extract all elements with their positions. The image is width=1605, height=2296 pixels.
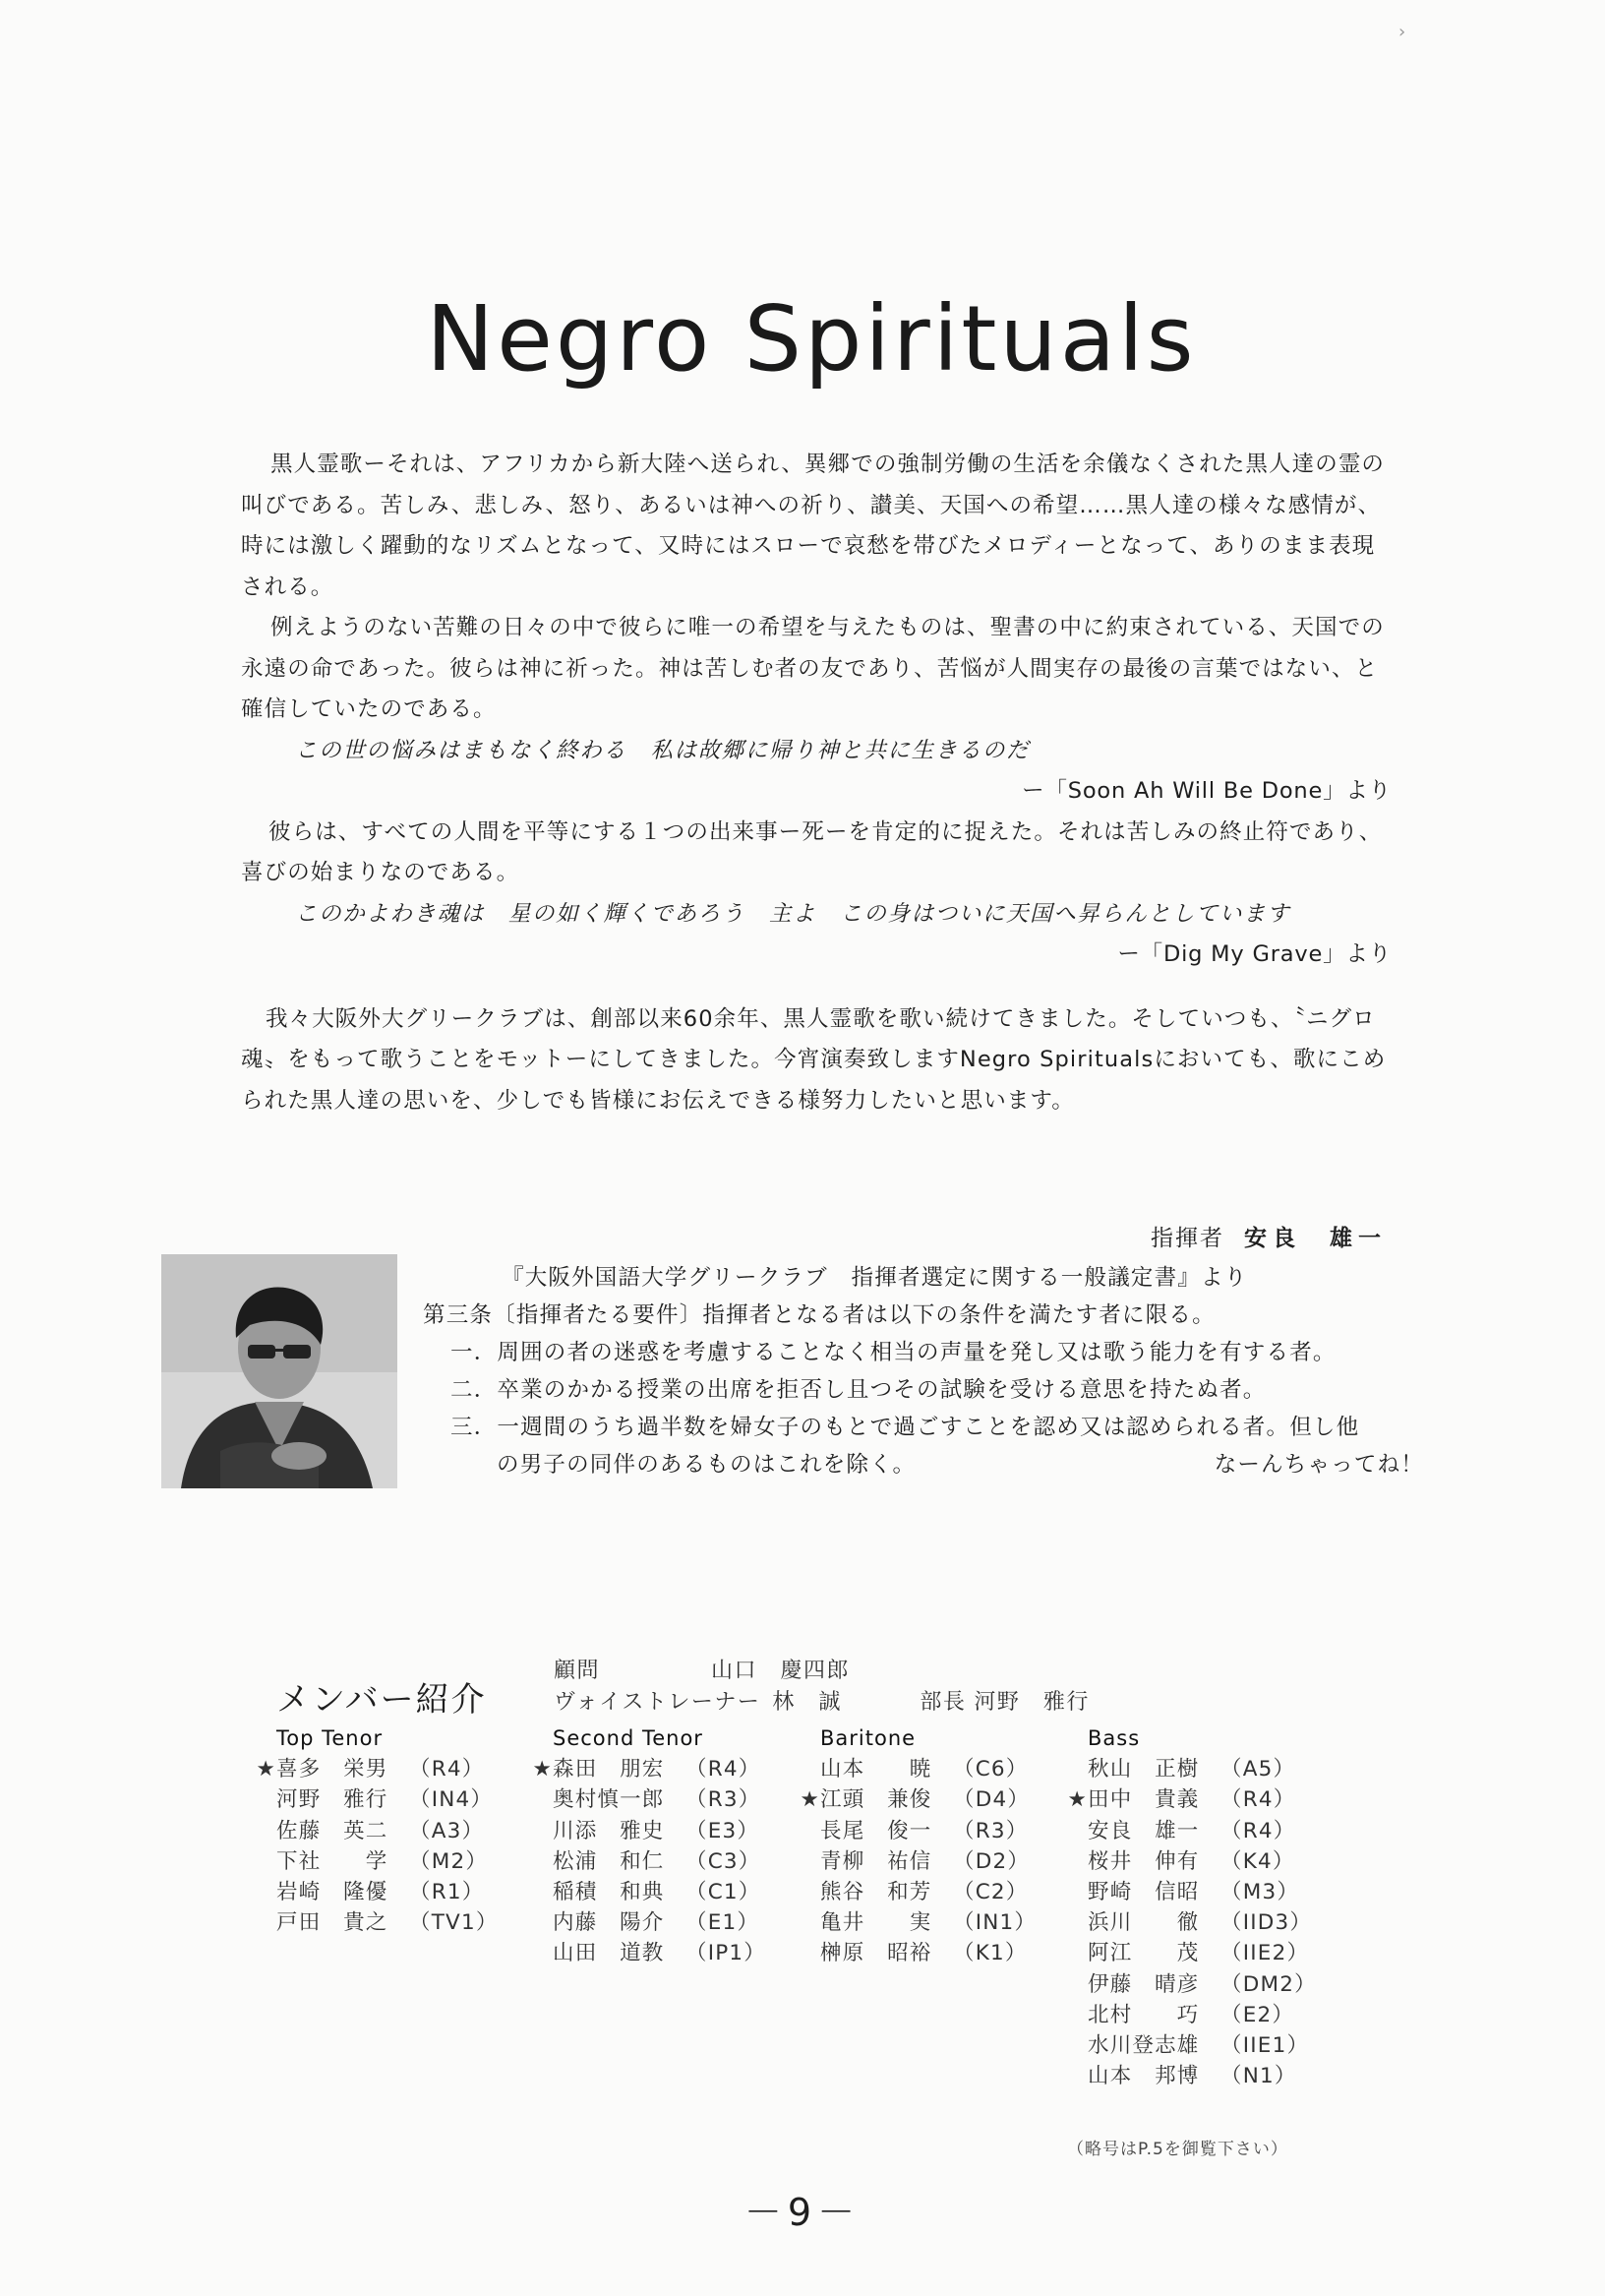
member-row	[276, 1877, 499, 1907]
part-second-tenor	[532, 1723, 766, 1969]
member-row	[1088, 2030, 1317, 2061]
member-code: （D2）	[953, 1848, 1031, 1874]
advisor-label: 顧問	[554, 1659, 601, 1683]
member-row	[1088, 1846, 1317, 1877]
member-code: （A5）	[1220, 1757, 1296, 1782]
member-name: 山本 邦博	[1088, 2064, 1200, 2089]
member-name: 佐藤 英二	[276, 1818, 388, 1843]
intro-paragraph-3: 彼らは、すべての人間を平等にする１つの出来事ー死ーを肯定的に捉えた。それは苦しみの終止符であり、喜びの始まりなのである。	[241, 818, 1383, 885]
quote-1: この世の悩みはまもなく終わる 私は故郷に帰り神と共に生きるのだ	[295, 737, 1031, 763]
page-number: －9－	[743, 2191, 862, 2234]
member-name: 下社 学	[276, 1848, 388, 1874]
member-code: （DM2）	[1220, 1971, 1317, 1997]
page-title: Negro Spirituals	[426, 286, 1197, 392]
member-code: （E2）	[1220, 2002, 1295, 2027]
intro-text	[241, 445, 1392, 1121]
member-row	[276, 1907, 499, 1938]
conductor-label: 指揮者	[1151, 1226, 1224, 1251]
member-name: 野崎 信昭	[1088, 1880, 1200, 1905]
member-code: （M3）	[1220, 1880, 1300, 1905]
member-row	[1067, 1784, 1317, 1815]
intro-paragraph-4: 我々大阪外大グリークラブは、創部以来60余年、黒人霊歌を歌い続けてきました。そしていつも、〝ニグロ魂〟をもって歌うことをモットーにしてきました。今宵演奏致しますNegro Spiritualsにおいても、歌にこめられた黒人達の思いを、少しでも皆様にお伝えできる様努力したいと思います。	[241, 1005, 1387, 1114]
member-code: （R4）	[1220, 1787, 1296, 1813]
member-code: （M2）	[409, 1848, 489, 1874]
member-row	[1088, 1754, 1317, 1784]
member-name: 川添 雅史	[553, 1818, 665, 1843]
member-code: （IN4）	[409, 1787, 494, 1813]
rules-item-2: 二．卒業のかかる授業の出席を拒否し且つその試験を受ける意思を持たぬ者。	[450, 1377, 1267, 1403]
captain-label: 部長	[920, 1690, 967, 1715]
staff-list	[554, 1656, 1090, 1719]
member-name: 熊谷 和芳	[820, 1880, 932, 1905]
member-row	[820, 1816, 1037, 1846]
member-name: 岩崎 隆優	[276, 1880, 388, 1905]
member-row	[276, 1846, 499, 1877]
leader-star: ★	[532, 1757, 553, 1782]
part-name: Bass	[1088, 1726, 1141, 1750]
trainer-label: ヴォイストレーナー	[554, 1690, 761, 1715]
captain-name: 河野 雅行	[974, 1690, 1090, 1715]
rules-article: 第三条〔指揮者たる要件〕指揮者となる者は以下の条件を満たす者に限る。	[423, 1302, 1216, 1328]
member-row	[553, 1938, 766, 1968]
intro-paragraph-1: 黒人霊歌ーそれは、アフリカから新大陸へ送られ、異郷での強制労働の生活を余儀なくされた黒人達の霊の叫びである。苦しみ、悲しみ、怒り、あるいは神への祈り、讃美、天国への希望……黒人達の様々な感情が、時には激しく躍動的なリズムとなって、又時にはスローで哀愁を帯びたメロディーとなって、ありのまま表現される。	[241, 452, 1386, 600]
member-name: 山田 道教	[553, 1941, 665, 1966]
leader-star: ★	[800, 1787, 820, 1813]
member-row	[820, 1877, 1037, 1907]
rules-item-3: 三．一週間のうち過半数を婦女子のもとで過ごすことを認め又は認められる者。但し他	[450, 1415, 1360, 1440]
member-code: （R4）	[685, 1757, 761, 1782]
advisor-row	[554, 1656, 1090, 1687]
member-code: （C1）	[685, 1880, 761, 1905]
member-code: （IIE2）	[1220, 1941, 1310, 1966]
leader-star: ★	[1067, 1787, 1088, 1813]
member-code: （E1）	[685, 1910, 760, 1936]
trainer-name: 林 誠	[772, 1690, 842, 1715]
member-name: 江頭 兼俊	[820, 1787, 932, 1813]
member-code: （K4）	[1220, 1848, 1295, 1874]
member-code: （E3）	[685, 1818, 760, 1843]
member-row	[820, 1846, 1037, 1877]
member-row	[256, 1754, 499, 1784]
member-row	[1088, 2000, 1317, 2030]
member-row	[553, 1877, 766, 1907]
member-name: 北村 巧	[1088, 2002, 1200, 2027]
member-code: （TV1）	[409, 1910, 499, 1936]
part-name: Top Tenor	[276, 1726, 384, 1750]
rules-heading: 『大阪外国語大学グリークラブ 指揮者選定に関する一般議定書』より	[502, 1265, 1248, 1291]
member-code: （C3）	[685, 1848, 761, 1874]
rules-item-3-continued	[423, 1446, 1436, 1483]
quote-2: このかよわき魂は 星の如く輝くであろう 主よ この身はついに天国へ昇らんとしています	[295, 900, 1291, 927]
member-code: （C6）	[953, 1757, 1029, 1782]
member-row	[532, 1754, 766, 1784]
member-name: 河野 雅行	[276, 1787, 388, 1813]
member-code: （R1）	[409, 1880, 485, 1905]
member-row	[820, 1907, 1037, 1938]
member-name: 阿江 茂	[1088, 1941, 1200, 1966]
quote-2-source: ー「Dig My Grave」より	[1117, 941, 1392, 967]
member-row	[276, 1816, 499, 1846]
member-code: （N1）	[1220, 2064, 1297, 2089]
conductor-name: 安良 雄一	[1244, 1226, 1387, 1251]
member-code: （D4）	[953, 1787, 1031, 1813]
leader-star: ★	[256, 1757, 276, 1782]
member-row	[553, 1846, 766, 1877]
part-baritone	[800, 1723, 1038, 1969]
conductor-photo	[161, 1254, 397, 1488]
quote-1-source: ー「Soon Ah Will Be Done」より	[1022, 778, 1392, 804]
member-code: （IN1）	[953, 1910, 1038, 1936]
member-name: 内藤 陽介	[553, 1910, 665, 1936]
member-row	[1088, 1907, 1317, 1938]
member-name: 桜井 伸有	[1088, 1848, 1200, 1874]
member-row	[553, 1816, 766, 1846]
part-top-tenor	[256, 1723, 499, 1938]
member-name: 水川登志雄	[1088, 2033, 1200, 2059]
member-row	[276, 1784, 499, 1815]
members-heading: メンバー紹介	[276, 1680, 487, 1720]
member-code: （IP1）	[685, 1941, 766, 1966]
member-name: 田中 貴義	[1088, 1787, 1200, 1813]
member-row	[553, 1784, 766, 1815]
member-name: 森田 朋宏	[553, 1757, 665, 1782]
advisor-name: 山口 慶四郎	[711, 1659, 851, 1683]
part-bass	[1067, 1723, 1317, 2091]
member-name: 秋山 正樹	[1088, 1757, 1200, 1782]
member-row	[1088, 1938, 1317, 1968]
member-name: 稲積 和典	[553, 1880, 665, 1905]
member-name: 青柳 祐信	[820, 1848, 932, 1874]
member-row	[553, 1907, 766, 1938]
part-name: Second Tenor	[553, 1726, 703, 1750]
member-row	[1088, 1877, 1317, 1907]
member-name: 奥村慎一郎	[553, 1787, 665, 1813]
member-code: （R3）	[685, 1787, 761, 1813]
member-code: （R4）	[1220, 1818, 1296, 1843]
member-code: （IID3）	[1220, 1910, 1313, 1936]
abbreviation-note: （略号はP.5を御覧下さい）	[1067, 2140, 1288, 2159]
part-name: Baritone	[820, 1726, 917, 1750]
intro-paragraph-2: 例えようのない苦難の日々の中で彼らに唯一の希望を与えたものは、聖書の中に約束されている、天国での永遠の命であった。彼らは神に祈った。神は苦しむ者の友であり、苦悩が人間実存の最後の言葉ではない、と確信していたのである。	[241, 615, 1385, 722]
joke-text: なーんちゃってね！	[1214, 1452, 1424, 1478]
conductor-rules	[423, 1259, 1436, 1483]
member-name: 伊藤 晴彦	[1088, 1971, 1200, 1997]
member-code: （R4）	[409, 1757, 485, 1782]
member-name: 喜多 栄男	[276, 1757, 388, 1782]
member-row	[820, 1938, 1037, 1968]
member-code: （IIE1）	[1220, 2033, 1310, 2059]
rules-item-3-cont-text: の男子の同伴のあるものはこれを除く。	[497, 1452, 917, 1478]
member-code: （A3）	[409, 1818, 485, 1843]
member-name: 浜川 徹	[1088, 1910, 1200, 1936]
member-code: （C2）	[953, 1880, 1029, 1905]
trainer-row	[554, 1687, 1090, 1719]
member-row	[800, 1784, 1037, 1815]
member-name: 亀井 実	[820, 1910, 932, 1936]
corner-mark: ›	[1398, 22, 1406, 42]
member-code: （R3）	[953, 1818, 1029, 1843]
member-name: 安良 雄一	[1088, 1818, 1200, 1843]
member-code: （K1）	[953, 1941, 1028, 1966]
rules-item-1: 一．周囲の者の迷惑を考慮することなく相当の声量を発し又は歌う能力を有する者。	[450, 1340, 1337, 1365]
member-name: 山本 暁	[820, 1757, 932, 1782]
member-name: 戸田 貴之	[276, 1910, 388, 1936]
member-name: 松浦 和仁	[553, 1848, 665, 1874]
conductor-credit	[1151, 1220, 1387, 1252]
member-row	[1088, 1816, 1317, 1846]
member-name: 長尾 俊一	[820, 1818, 932, 1843]
member-row	[820, 1754, 1037, 1784]
member-row	[1088, 1969, 1317, 2000]
member-name: 榊原 昭裕	[820, 1941, 932, 1966]
member-row	[1088, 2061, 1317, 2091]
